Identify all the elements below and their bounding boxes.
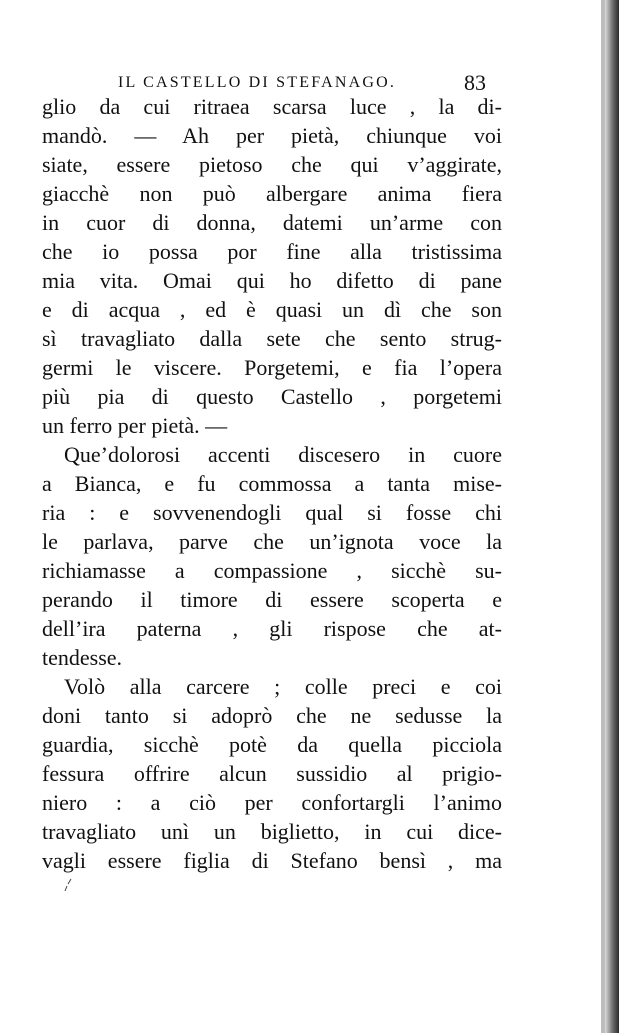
page-edge: [605, 0, 619, 1033]
text-line: ria : e sovvenendogli qual si fosse chi: [42, 500, 502, 525]
text-line: che io possa por fine alla tristissima: [42, 239, 502, 264]
text-line: fessura offrire alcun sussidio al prigio-: [42, 761, 502, 786]
text-line: travagliato unì un biglietto, in cui dice-: [42, 819, 502, 844]
text-line: vagli essere figlia di Stefano bensì , ma: [42, 848, 502, 873]
text-line: sì travagliato dalla sete che sento strug-: [42, 326, 502, 351]
text-line: germi le viscere. Porgetemi, e fia l’opera: [42, 355, 502, 380]
text-line: e di acqua , ed è quasi un dì che son: [42, 297, 502, 322]
text-line: glio da cui ritraea scarsa luce , la di-: [42, 94, 502, 119]
text-line: più pia di questo Castello , porgetemi: [42, 384, 502, 409]
text-line: giacchè non può albergare anima fiera: [42, 181, 502, 206]
paragraph-start-line: Que’dolorosi accenti discesero in cuore: [64, 442, 502, 467]
text-line: le parlava, parve che un’ignota voce la: [42, 529, 502, 554]
text-line: niero : a ciò per confortargli l’animo: [42, 790, 502, 815]
text-line: mia vita. Omai qui ho difetto di pane: [42, 268, 502, 293]
text-line: mandò. — Ah per pietà, chiunque voi: [42, 123, 502, 148]
text-line: guardia, sicchè potè da quella picciola: [42, 732, 502, 757]
text-line: richiamasse a compassione , sicchè su-: [42, 558, 502, 583]
text-line: perando il timore di essere scoperta e: [42, 587, 502, 612]
running-title: IL CASTELLO DI STEFANAGO.: [118, 74, 397, 91]
text-line: dell’ira paterna , gli rispose che at-: [42, 616, 502, 641]
ink-smudge: [62, 878, 74, 892]
page-number: 83: [464, 70, 486, 95]
text-line: a Bianca, e fu commossa a tanta mise-: [42, 471, 502, 496]
text-line: doni tanto si adoprò che ne sedusse la: [42, 703, 502, 728]
text-block: [42, 92, 502, 875]
text-line: siate, essere pietoso che qui v’aggirate,: [42, 152, 502, 177]
text-line: un ferro per pietà. —: [42, 413, 228, 438]
paragraph-start-line: Volò alla carcere ; colle preci e coi: [64, 674, 502, 699]
text-line: tendesse.: [42, 645, 123, 670]
text-line: in cuor di donna, datemi un’arme con: [42, 210, 502, 235]
